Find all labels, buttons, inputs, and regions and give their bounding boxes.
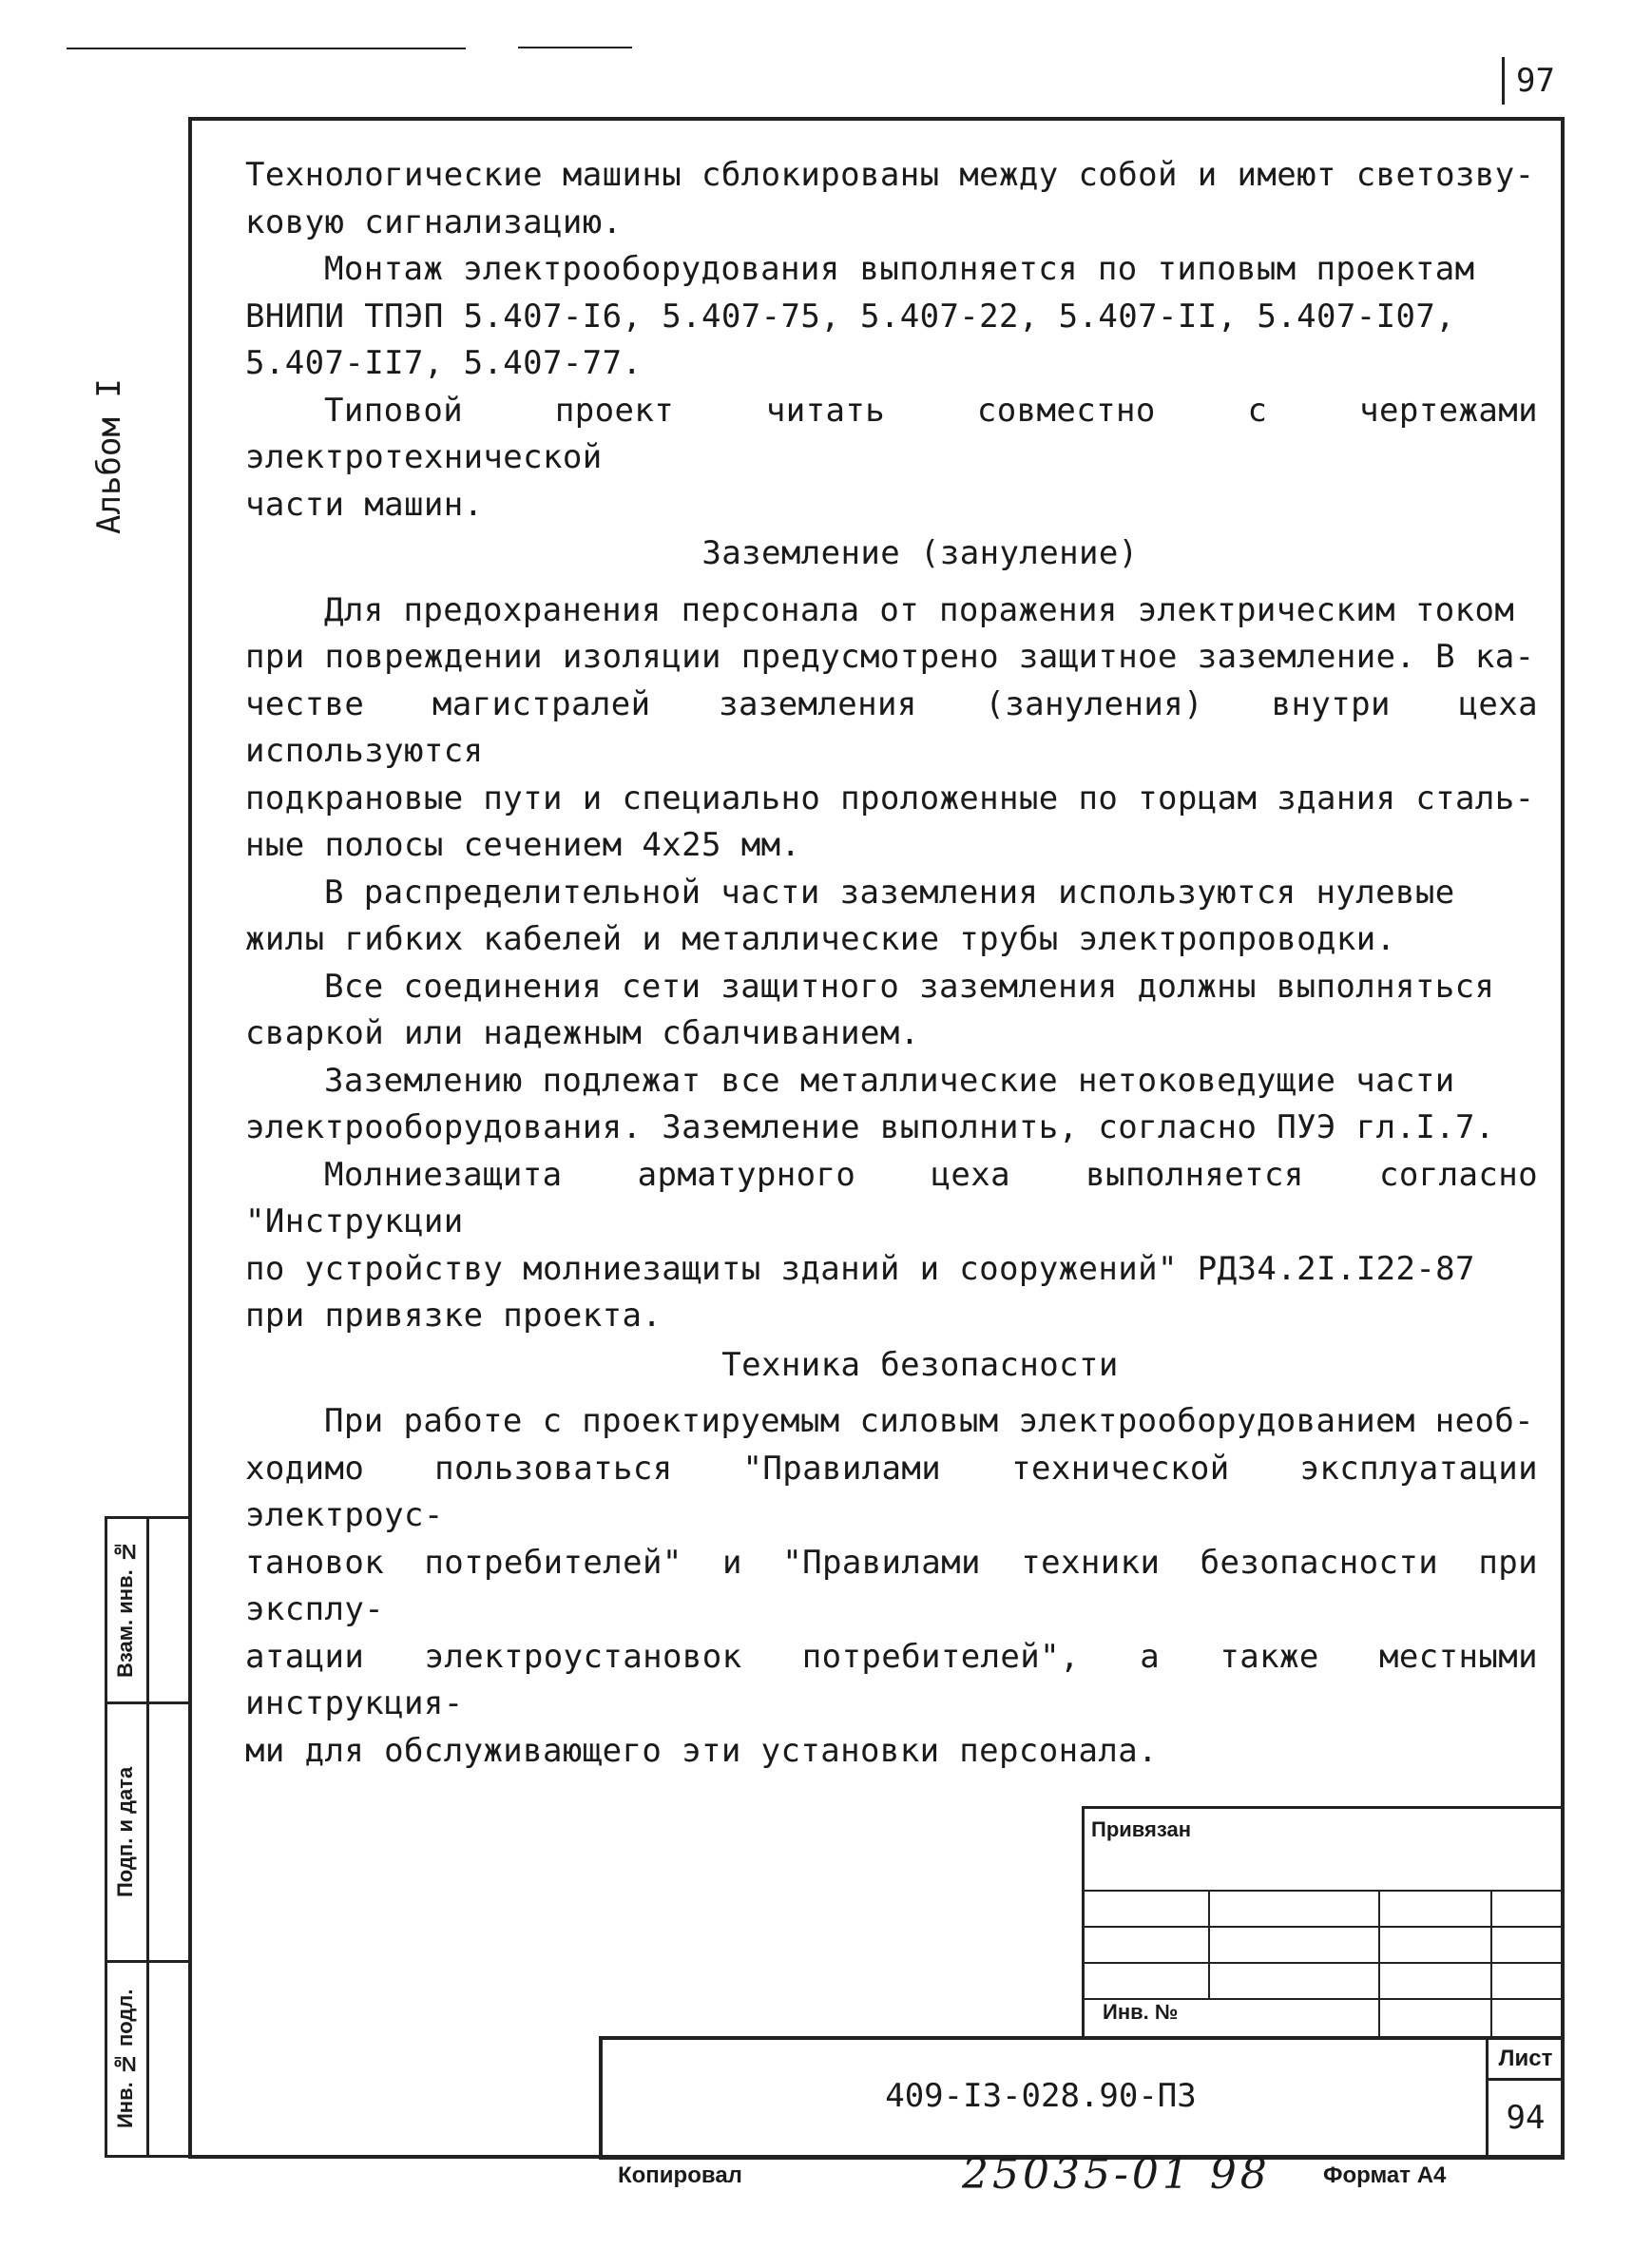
inv-number-label: Инв. № xyxy=(1103,2000,1179,2024)
stamp-vzam-label: Взам. инв. № xyxy=(113,1540,137,1679)
format-label: Формат А4 xyxy=(1323,2162,1447,2188)
heading-grounding: Заземление (зануление) xyxy=(701,534,1139,572)
page-number: 97 xyxy=(1502,57,1568,105)
copied-by-label: Копировал xyxy=(618,2162,742,2188)
sheet-label: Лист xyxy=(1498,2046,1553,2071)
stamp-podp-label: Подп. и дата xyxy=(113,1766,137,1898)
top-rule-left xyxy=(67,48,466,49)
stamp-divider-1 xyxy=(105,1701,192,1704)
privyazan-label: Привязан xyxy=(1091,1817,1192,1841)
paragraph-safety-rules: При работе с проектируемым силовым электрооборудованием необ- ходимо пользоваться "Правилами технической эксплуатации электроус- тановок потребителей" и "Правилами техники безопасности при эксплу- атации электроустановок потребителей", а также местными инструкция- ми для обслуживающего эти установки персонала. xyxy=(245,1402,1538,1770)
paragraph-lightning: Молниезащита арматурного цеха выполняется согласно "Инструкции по устройству молниезащиты зданий и сооружений" РД34.2I.I22-87 при привязке проекта. xyxy=(245,1155,1538,1335)
top-rule-right xyxy=(518,47,632,48)
stamp-inv-label: Инв. № подл. xyxy=(113,1989,137,2129)
document-code: 409-I3-028.90-ПЗ xyxy=(885,2077,1197,2115)
priv-col-3 xyxy=(1490,1890,1492,2038)
archive-number: 25035-01 98 xyxy=(962,2150,1271,2199)
stamp-divider-2 xyxy=(105,1960,192,1963)
heading-safety: Техника безопасности xyxy=(721,1345,1119,1384)
paragraph-drawings: Типовой проект читать совместно с чертежами электротехнической части машин. xyxy=(245,391,1538,524)
paragraph-connections: Все соединения сети защитного заземления должны выполняться сваркой или надежным сбалчиванием. xyxy=(245,967,1495,1052)
priv-col-1 xyxy=(1208,1890,1210,1998)
document-body xyxy=(245,152,1538,1775)
paragraph-installation: Монтаж электрооборудования выполняется по типовым проектам ВНИПИ ТПЭП 5.407-I6, 5.407-75, 5.407-22, 5.407-II, 5.407-I07, 5.407-II7, 5.407-77. xyxy=(245,250,1475,382)
paragraph-interlock: Технологические машины сблокированы между собой и имеют светозву- ковую сигнализацию. xyxy=(245,156,1535,241)
stamp-divider-vertical xyxy=(146,1516,149,2158)
priv-col-2 xyxy=(1378,1890,1380,2038)
sheet-number: 94 xyxy=(1506,2099,1546,2137)
album-label: Альбом I xyxy=(90,378,128,534)
paragraph-distribution: В распределительной части заземления используются нулевые жилы гибких кабелей и металлические трубы электропроводки. xyxy=(245,873,1455,958)
paragraph-grounding-parts: Заземлению подлежат все металлические нетоковедущие части электрооборудования. Заземление выполнить, согласно ПУЭ гл.I.7. xyxy=(245,1061,1495,1146)
paragraph-protection: Для предохранения персонала от поражения электрическим током при повреждении изоляции предусмотрено защитное заземление. В ка- честве магистралей заземления (зануления) внутри цеха используются подкрановые пути и специально проложенные по торцам здания сталь- ные полосы сечением 4x25 мм. xyxy=(245,590,1538,864)
